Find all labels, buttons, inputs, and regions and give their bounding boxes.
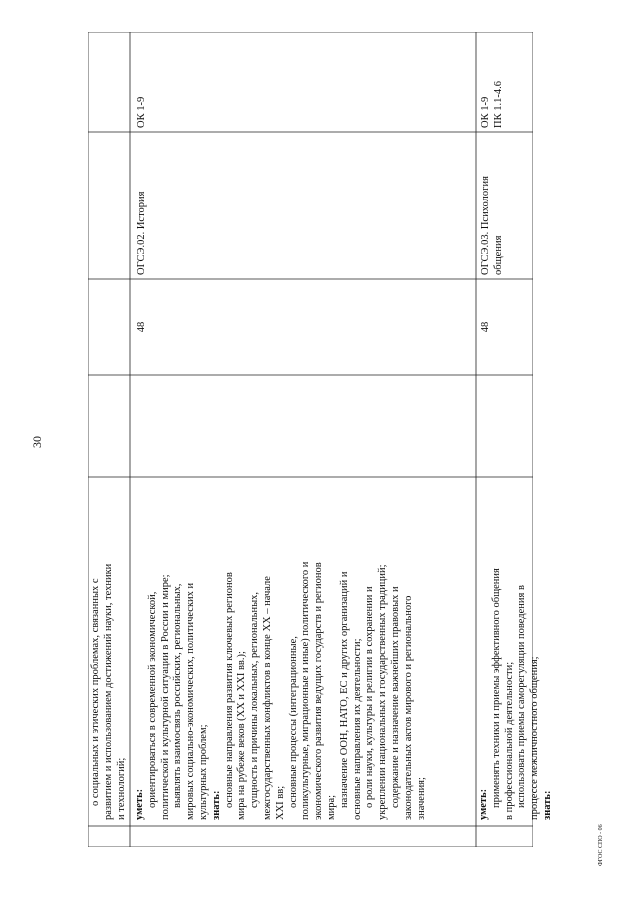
content-line: значения; xyxy=(415,777,427,820)
content-line: основные направления развития ключевых регионов xyxy=(223,572,235,808)
row-1-content xyxy=(90,482,128,820)
row-2-competencies: ОК 1-9 xyxy=(136,96,147,128)
section-heading: знать: xyxy=(541,790,553,820)
content-line: основные процессы (интеграционные, xyxy=(287,636,299,808)
content-line: политической и культурной ситуации в России и мире; xyxy=(159,574,171,820)
content-line: мира; xyxy=(325,794,337,820)
content-line: межгосударственных конфликтов в конце XX – начале xyxy=(261,576,273,820)
content-line: ориентироваться в современной экономической, xyxy=(146,591,158,808)
content-line: XXI вв; xyxy=(274,785,286,820)
footer-code: ФГОС СПО - 06 xyxy=(598,824,604,866)
row-3-hours: 48 xyxy=(480,321,491,333)
page-number: 30 xyxy=(30,436,44,448)
section-heading: уметь: xyxy=(478,788,489,820)
content-line: о социальных и этических проблемах, связанных с xyxy=(90,578,101,806)
content-line: процессе межличностного общения; xyxy=(529,656,541,820)
content-line: мировых социально-экономических, политических и xyxy=(185,582,197,820)
content-line: поликультурные, миграционные и иные) политического и xyxy=(300,561,312,820)
content-line: выявлять взаимосвязь российских, региональных, xyxy=(172,583,184,808)
row-2-hours: 48 xyxy=(136,321,147,333)
content-line: основные направления их деятельности; xyxy=(351,638,363,820)
content-line: применять техники и приемы эффективного общения xyxy=(490,568,502,808)
row-2-discipline: ОГСЭ.02. История xyxy=(136,191,147,275)
content-line: сущность и причины локальных, региональных, xyxy=(249,591,261,808)
content-line: экономического развития ведущих государств и регионов xyxy=(313,562,325,820)
row-3-discipline: ОГСЭ.03. Психология общения xyxy=(480,176,504,275)
content-line: законодательных актов мирового и регионального xyxy=(402,595,414,820)
content-line: укреплении национальных и государственных традиций; xyxy=(377,564,389,820)
row-3-content xyxy=(478,482,555,820)
content-line: развитием и использованием достижений науки, техники xyxy=(102,563,114,820)
document-table xyxy=(88,32,553,847)
content-line: культурных проблем; xyxy=(197,724,209,820)
content-line: в профессиональной деятельности; xyxy=(503,661,515,820)
row-2-content xyxy=(134,482,428,820)
content-line: мира на рубеже веков (XX и XXI вв.); xyxy=(236,651,248,820)
row-3-competencies: ОК 1-9 ПК 1.1-4.6 xyxy=(480,81,504,128)
content-line: назначение ООН, НАТО, ЕС и других организаций и xyxy=(338,571,350,808)
content-line: использовать приемы саморегуляции поведения в xyxy=(516,585,528,808)
content-line: и технологий; xyxy=(115,757,127,820)
content-line: содержание и назначение важнейших правовых и xyxy=(389,586,401,808)
section-heading: уметь: xyxy=(134,788,145,820)
content-line: о роли науки, культуры и религии в сохранении и xyxy=(364,586,376,808)
section-heading: знать: xyxy=(210,790,222,820)
